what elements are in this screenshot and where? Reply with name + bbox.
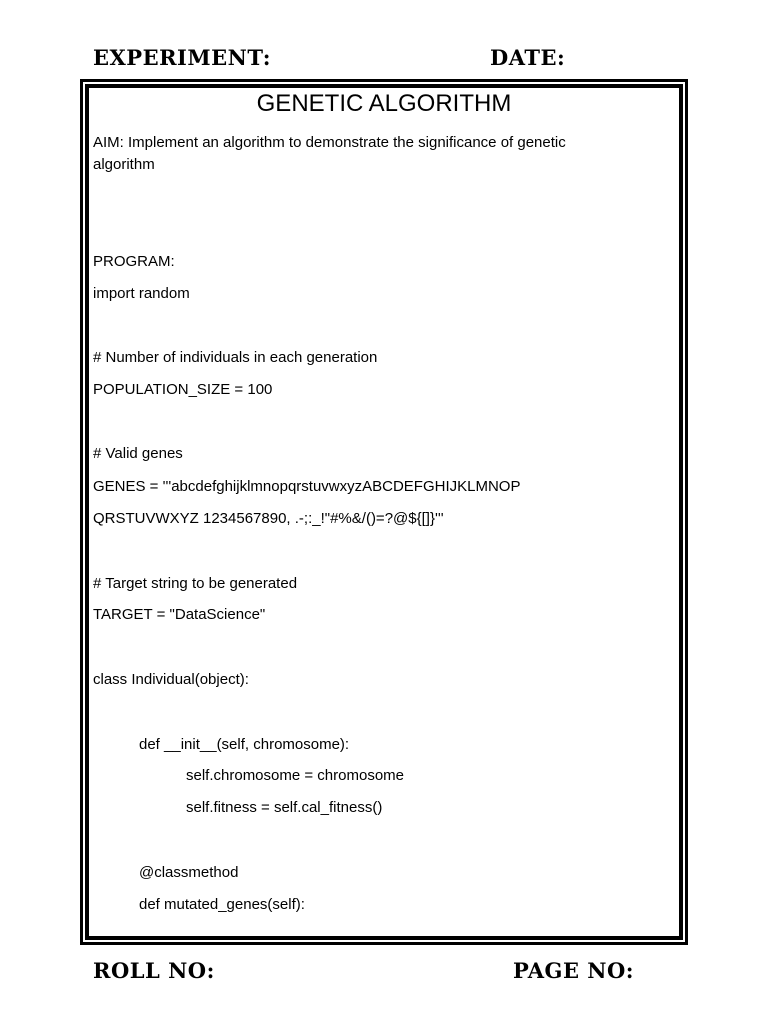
code-line: def mutated_genes(self): [139,896,305,913]
code-line: def __init__(self, chromosome): [139,736,350,753]
code-comment: # Valid genes [93,445,183,462]
code-line: self.fitness = self.cal_fitness() [186,799,383,816]
code-comment: # Number of individuals in each generation [93,349,378,366]
code-line: QRSTUVWXYZ 1234567890, .-;:_!"#%&/()=?@${[]}''' [93,510,444,527]
date-label: DATE: [490,45,566,70]
code-comment: # Target string to be generated [93,575,298,592]
roll-no-label: ROLL NO: [93,958,215,983]
code-line: self.chromosome = chromosome [186,767,404,784]
code-line: @classmethod [139,864,239,881]
code-line: class Individual(object): [93,671,249,688]
aim-text-line-1: AIM: Implement an algorithm to demonstrate the significance of genetic [93,134,566,151]
page-no-label: PAGE NO: [513,958,635,983]
document-title: GENETIC ALGORITHM [256,90,512,117]
aim-text-line-2: algorithm [93,156,155,173]
code-line: GENES = '''abcdefghijklmnopqrstuvwxyzABCDEFGHIJKLMNOP [93,478,521,495]
code-line: TARGET = "DataScience" [93,606,266,623]
code-line: POPULATION_SIZE = 100 [93,381,273,398]
code-line: import random [93,285,190,302]
experiment-label: EXPERIMENT: [93,45,271,70]
program-heading: PROGRAM: [93,253,175,270]
